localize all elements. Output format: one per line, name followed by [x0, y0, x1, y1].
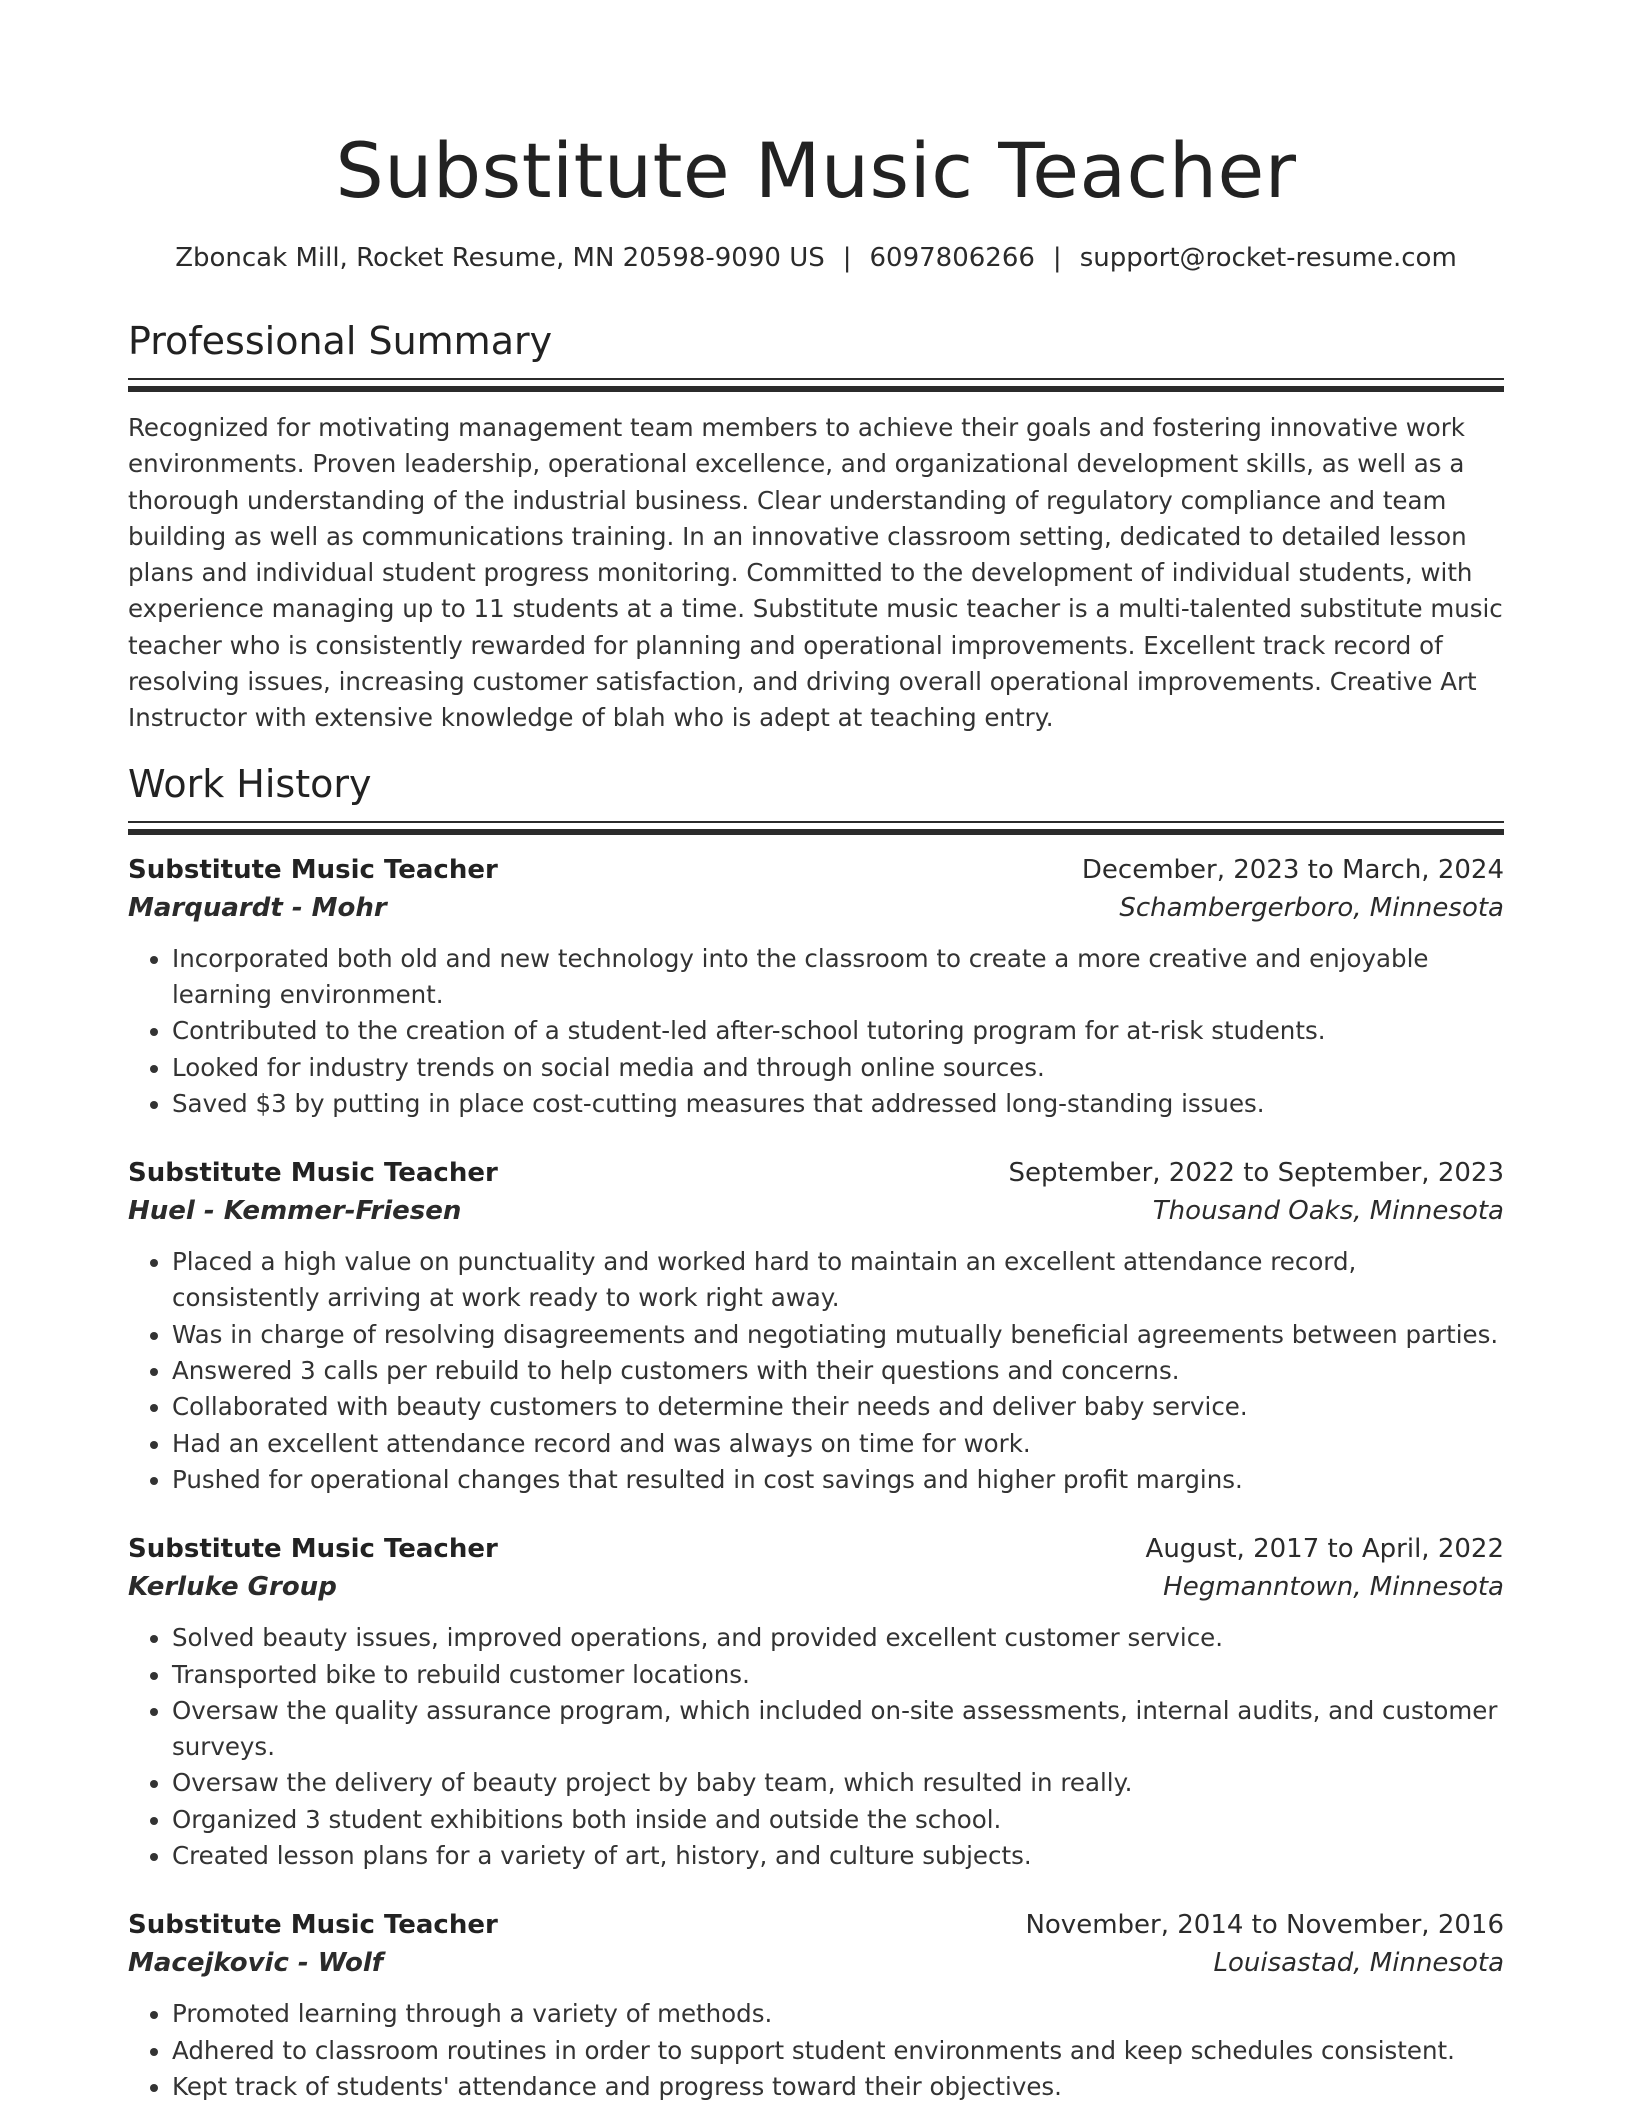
professional-summary-section	[128, 316, 1504, 737]
section-divider	[128, 821, 1504, 835]
job-company-row	[128, 889, 1504, 927]
job-bullet: • Transported bike to rebuild customer locations.	[172, 1657, 1504, 1693]
job-entry	[128, 1906, 1504, 2105]
job-header-row	[128, 1154, 1504, 1192]
section-heading-work-history: Work History	[128, 761, 372, 806]
contact-separator: |	[842, 243, 852, 273]
job-bullet: • Adhered to classroom routines in order to support student environments and keep schedules consistent.	[172, 2033, 1504, 2069]
job-bullet: • Kept track of students' attendance and progress toward their objectives.	[172, 2069, 1504, 2105]
job-entry	[128, 1154, 1504, 1498]
job-title: Substitute Music Teacher	[128, 1910, 498, 1941]
job-company: Kerluke Group	[128, 1572, 337, 1603]
job-company: Huel - Kemmer-Friesen	[128, 1196, 462, 1227]
job-bullet: • Promoted learning through a variety of methods.	[172, 1996, 1504, 2032]
job-location: Louisastad, Minnesota	[1213, 1948, 1504, 1979]
job-title: Substitute Music Teacher	[128, 1158, 498, 1189]
job-dates: December, 2023 to March, 2024	[1081, 854, 1504, 885]
job-entry	[128, 851, 1504, 1122]
job-bullet: • Collaborated with beauty customers to determine their needs and deliver baby service.	[172, 1389, 1504, 1425]
job-bullet: • Contributed to the creation of a student-led after-school tutoring program for at-risk students.	[172, 1013, 1504, 1049]
job-location: Thousand Oaks, Minnesota	[1152, 1196, 1504, 1227]
job-company-row	[128, 1568, 1504, 1606]
job-header-row	[128, 851, 1504, 889]
job-company-row	[128, 1192, 1504, 1230]
job-bullet: • Placed a high value on punctuality and worked hard to maintain an excellent attendance record, consistently arriving at work ready to work right away.	[172, 1244, 1504, 1317]
job-company: Marquardt - Mohr	[128, 892, 387, 923]
job-bullet: • Created lesson plans for a variety of art, history, and culture subjects.	[172, 1838, 1504, 1874]
job-entry	[128, 1530, 1504, 1874]
job-bullet: • Answered 3 calls per rebuild to help customers with their questions and concerns.	[172, 1353, 1504, 1389]
job-dates: November, 2014 to November, 2016	[1025, 1910, 1504, 1941]
job-bullet: • Oversaw the quality assurance program, which included on-site assessments, internal audits, and customer surveys.	[172, 1693, 1504, 1766]
job-header-row	[128, 1530, 1504, 1568]
section-divider	[128, 378, 1504, 392]
job-title: Substitute Music Teacher	[128, 1534, 498, 1565]
job-bullet: • Saved $3 by putting in place cost-cutting measures that addressed long-standing issues.	[172, 1086, 1504, 1122]
job-location: Schambergerboro, Minnesota	[1119, 892, 1504, 923]
job-bullet-list	[128, 941, 1504, 1122]
job-dates: August, 2017 to April, 2022	[1145, 1534, 1504, 1565]
summary-paragraph: Recognized for motivating management team members to achieve their goals and fostering innovative work environments. Proven leadership, operational excellence, and organizational development skills, as well as a thorough understanding of the industrial business. Clear understanding of regulatory compliance and team building as well as communications training. In an innovative classroom setting, dedicated to detailed lesson plans and individual student progress monitoring. Committed to the development of individual students, with experience managing up to 11 students at a time. Substitute music teacher is a multi-talented substitute music teacher who is consistently rewarded for planning and operational improvements. Excellent track record of resolving issues, increasing customer satisfaction, and driving overall operational improvements. Creative Art Instructor with extensive knowledge of blah who is adept at teaching entry.	[128, 413, 1503, 733]
job-bullet: • Had an excellent attendance record and was always on time for work.	[172, 1426, 1504, 1462]
job-location: Hegmanntown, Minnesota	[1163, 1572, 1504, 1603]
contact-info	[128, 240, 1504, 276]
contact-email: support@rocket-resume.com	[1079, 243, 1457, 273]
work-history-section	[128, 759, 1504, 2106]
contact-phone: 6097806266	[869, 243, 1035, 273]
job-bullet: • Incorporated both old and new technology into the classroom to create a more creative and enjoyable learning environment.	[172, 941, 1504, 1014]
job-bullet: • Oversaw the delivery of beauty project by baby team, which resulted in really.	[172, 1765, 1504, 1801]
job-bullet: • Organized 3 student exhibitions both inside and outside the school.	[172, 1802, 1504, 1838]
job-bullet-list	[128, 1244, 1504, 1498]
job-bullet: • Looked for industry trends on social media and through online sources.	[172, 1050, 1504, 1086]
job-dates: September, 2022 to September, 2023	[1008, 1158, 1504, 1189]
job-bullet-list	[128, 1620, 1504, 1874]
contact-separator: |	[1052, 243, 1062, 273]
job-header-row	[128, 1906, 1504, 1944]
job-bullet: • Solved beauty issues, improved operations, and provided excellent customer service.	[172, 1620, 1504, 1656]
job-bullet: • Pushed for operational changes that resulted in cost savings and higher profit margins.	[172, 1462, 1504, 1498]
job-bullet: • Was in charge of resolving disagreements and negotiating mutually beneficial agreements between parties.	[172, 1317, 1504, 1353]
section-heading-summary: Professional Summary	[128, 319, 553, 363]
resume-title: Substitute Music Teacher	[335, 126, 1297, 215]
job-bullet-list	[128, 1996, 1504, 2105]
job-company-row	[128, 1944, 1504, 1982]
contact-address: Zboncak Mill, Rocket Resume, MN 20598-9090 US	[175, 243, 825, 273]
job-company: Macejkovic - Wolf	[128, 1948, 384, 1979]
job-title: Substitute Music Teacher	[128, 854, 498, 885]
